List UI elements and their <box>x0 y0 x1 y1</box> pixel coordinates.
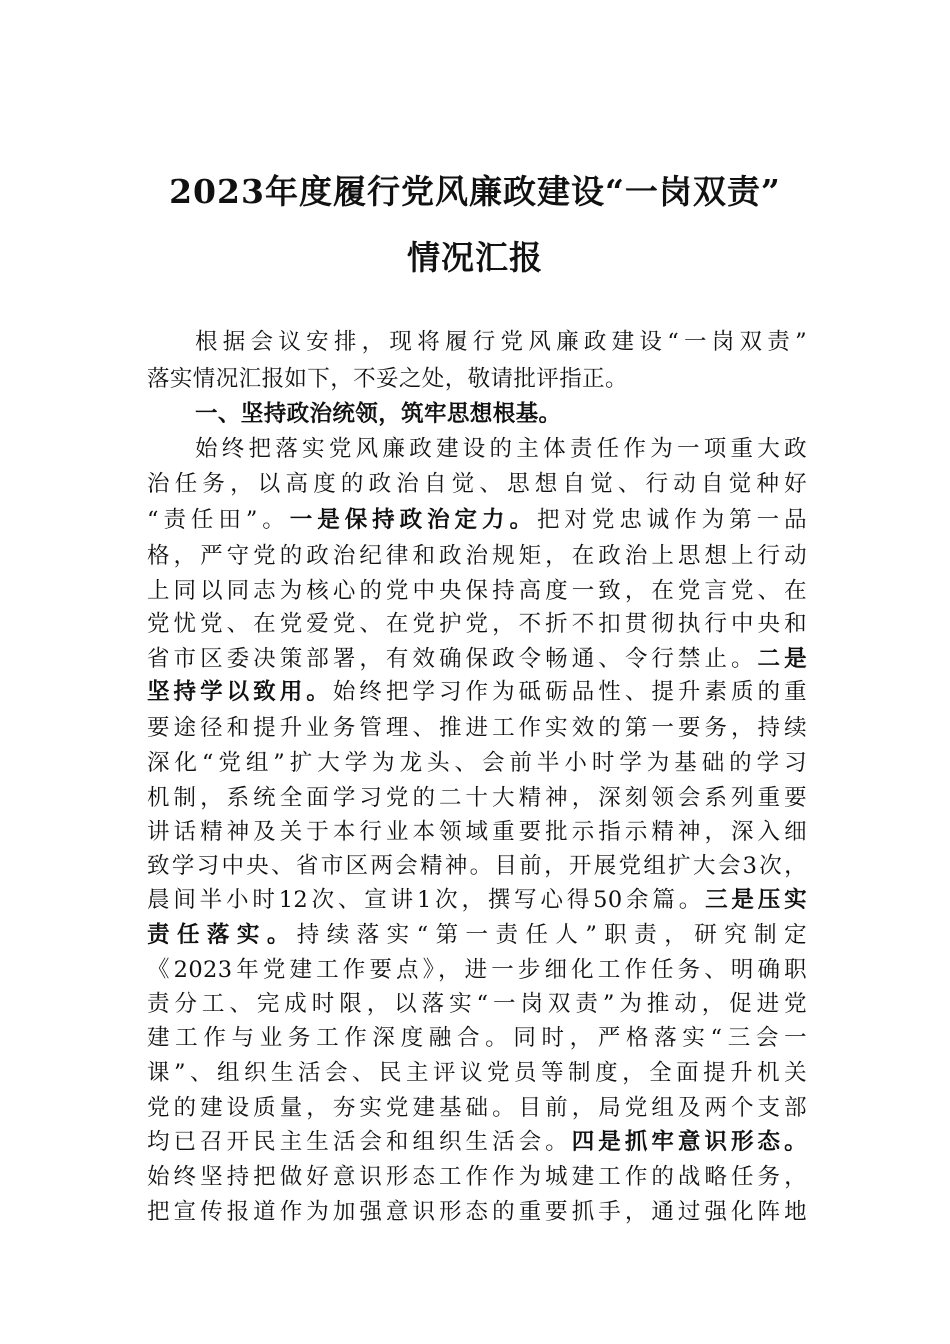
paragraph-line: 要途径和提升业务管理、推进工作实效的第一要务，持续 <box>147 715 807 741</box>
paragraph-line: 均已召开民主生活会和组织生活会。四是抓牢意识形态。 <box>147 1129 807 1155</box>
paragraph-line: 始终把落实党风廉政建设的主体责任作为一项重大政 <box>195 436 807 462</box>
paragraph-line: 讲话精神及关于本行业本领域重要批示指示精神，深入细 <box>147 819 807 845</box>
paragraph-line: 省市区委决策部署，有效确保政令畅通、令行禁止。二是 <box>147 646 807 672</box>
paragraph-line: 致学习中央、省市区两会精神。目前，开展党组扩大会3次， <box>147 853 807 879</box>
paragraph-line: 责任落实。持续落实“第一责任人”职责，研究制定 <box>147 922 807 948</box>
document-title-line-2: 情况汇报 <box>407 238 543 277</box>
bold-subheading: 一是保持政治定力。 <box>289 507 537 533</box>
paragraph-line: 党忧党、在党爱党、在党护党，不折不扣贯彻执行中央和 <box>147 611 807 637</box>
paragraph-line: 格，严守党的政治纪律和政治规矩，在政治上思想上行动 <box>147 543 807 569</box>
bold-subheading: 责任落实。 <box>147 922 297 948</box>
paragraph-line: 党的建设质量，夯实党建基础。目前，局党组及两个支部 <box>147 1095 807 1121</box>
paragraph-line: 始终坚持把做好意识形态工作作为城建工作的战略任务， <box>147 1164 807 1190</box>
paragraph-line: 责分工、完成时限，以落实“一岗双责”为推动，促进党 <box>147 991 807 1017</box>
paragraph-line: 把宣传报道作为加强意识形态的重要抓手，通过强化阵地 <box>147 1199 807 1225</box>
document-title-line-1: 2023年度履行党风廉政建设“一岗双责” <box>169 172 781 211</box>
section-heading: 一、坚持政治统领，筑牢思想根基。 <box>195 401 562 427</box>
paragraph-line: “责任田”。一是保持政治定力。把对党忠诚作为第一品 <box>147 507 807 533</box>
paragraph-line: 治任务，以高度的政治自觉、思想自觉、行动自觉种好 <box>147 471 807 497</box>
paragraph-line: 《2023年党建工作要点》，进一步细化工作任务、明确职 <box>147 957 807 983</box>
bold-subheading: 二是 <box>757 646 807 672</box>
paragraph-line: 深化“党组”扩大学为龙头、会前半小时学为基础的学习 <box>147 750 807 776</box>
bold-subheading: 三是压实 <box>705 887 807 913</box>
paragraph-line: 落实情况汇报如下，不妥之处，敬请批评指正。 <box>147 366 628 392</box>
paragraph-line: 根据会议安排，现将履行党风廉政建设“一岗双责” <box>195 329 807 355</box>
paragraph-line: 机制，系统全面学习党的二十大精神，深刻领会系列重要 <box>147 785 807 811</box>
bold-subheading: 坚持学以致用。 <box>147 679 333 705</box>
paragraph-line: 建工作与业务工作深度融合。同时，严格落实“三会一 <box>147 1025 807 1051</box>
bold-subheading: 四是抓牢意识形态。 <box>571 1129 807 1155</box>
paragraph-line: 坚持学以致用。始终把学习作为砥砺品性、提升素质的重 <box>147 679 807 705</box>
paragraph-line: 课”、组织生活会、民主评议党员等制度，全面提升机关 <box>147 1060 807 1086</box>
paragraph-line: 上同以同志为核心的党中央保持高度一致，在党言党、在 <box>147 578 807 604</box>
paragraph-line: 晨间半小时12次、宣讲1次，撰写心得50余篇。三是压实 <box>147 887 807 913</box>
